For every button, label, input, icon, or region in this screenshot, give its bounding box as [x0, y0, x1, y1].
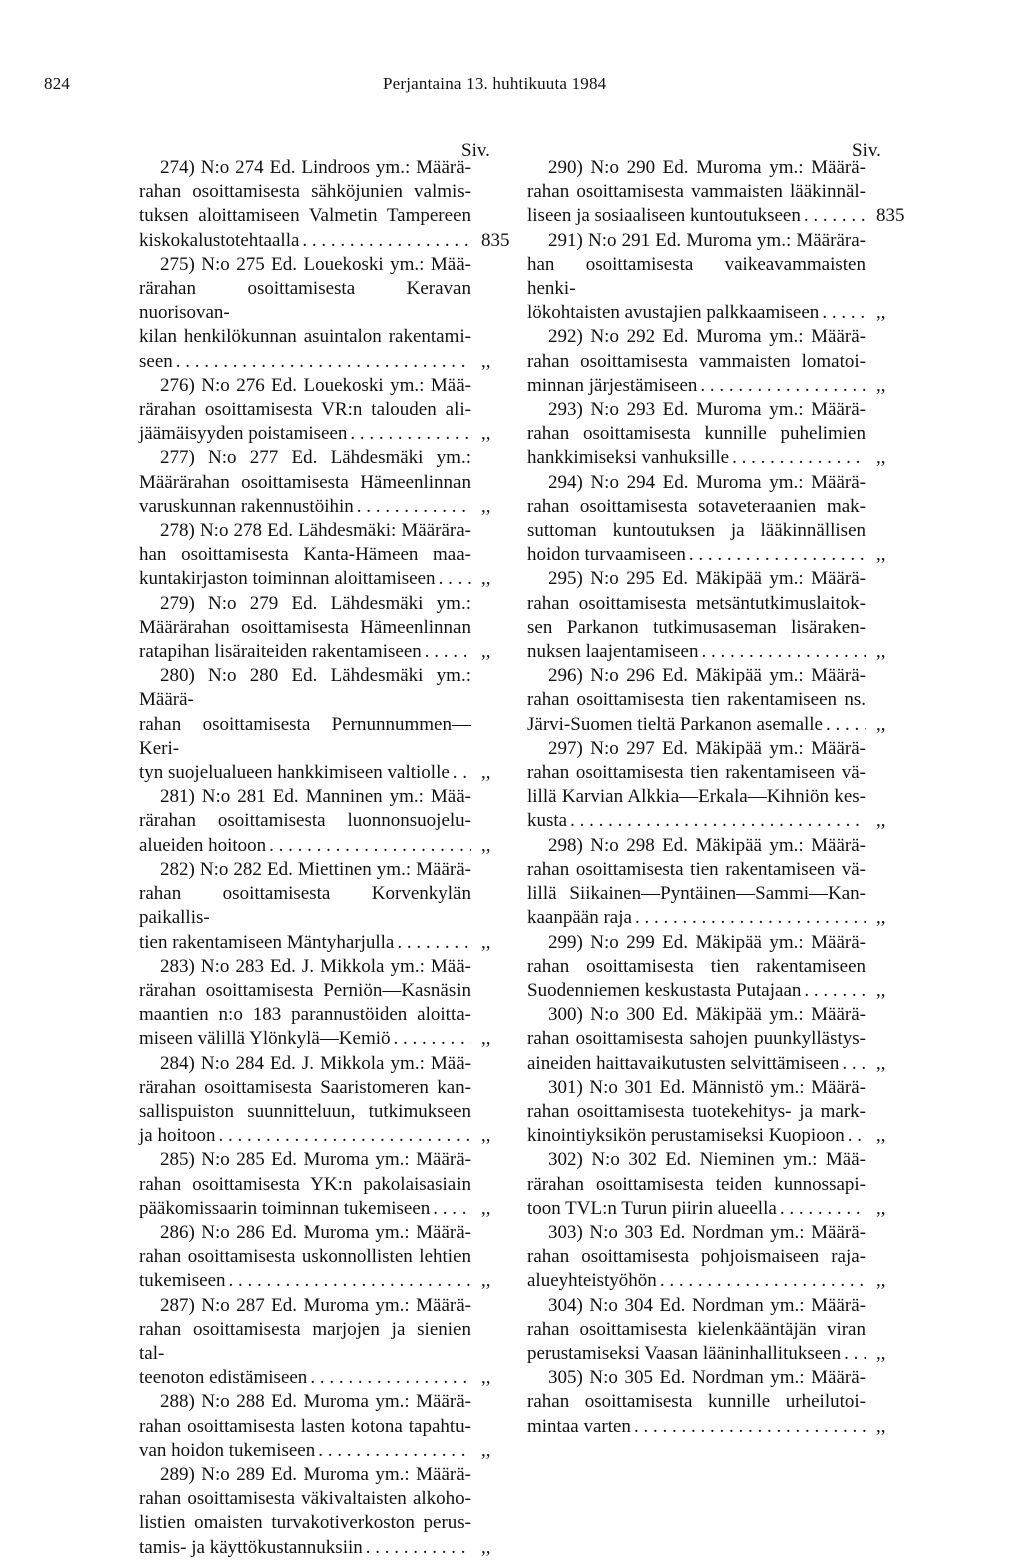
entry-heading-line: 304) N:o 304 Ed. Nordman ym.: Määrä-	[548, 1294, 866, 1316]
page-reference: ,,	[876, 374, 886, 396]
entry-heading-line: 288) N:o 288 Ed. Muroma ym.: Määrä-	[160, 1391, 471, 1413]
page-reference: ,,	[876, 447, 886, 469]
index-entry	[527, 156, 905, 229]
entry-text-line: rahan osoittamisesta tien rakentamiseen	[527, 955, 866, 977]
entry-text-line: listien omaisten turvakotiverkoston perus-	[139, 1512, 471, 1534]
entry-heading-line: 302) N:o 302 Ed. Nieminen ym.: Mää-	[548, 1149, 866, 1171]
dot-leader	[302, 229, 471, 253]
entry-text-line: lillä Siikainen—Pyntäinen—Sammi—Kan-	[527, 883, 866, 905]
entry-heading-line: 298) N:o 298 Ed. Mäkipää ym.: Määrä-	[548, 834, 866, 856]
index-entry	[139, 374, 491, 447]
entry-final-text: toon TVL:n Turun piirin alueella	[527, 1197, 777, 1219]
page-reference: ,,	[876, 1052, 886, 1074]
index-entry	[527, 737, 886, 834]
entry-heading-line: 300) N:o 300 Ed. Mäkipää ym.: Määrä-	[548, 1004, 866, 1026]
index-entry	[139, 1148, 491, 1221]
entry-text-line: rahan osoittamisesta sotaveteraanien mak-	[527, 495, 866, 517]
entry-text-line: rahan osoittamisesta marjojen ja sienien tal-	[139, 1318, 471, 1364]
entry-final-text: teenoton edistämiseen	[139, 1367, 308, 1389]
entry-final-text: mintaa varten	[527, 1415, 631, 1437]
index-entry	[139, 785, 491, 858]
index-entry	[139, 156, 510, 253]
entry-final-text: alueyhteistyöhön	[527, 1270, 657, 1292]
entry-text-line: Määrärahan osoittamisesta Hämeenlinnan	[139, 616, 471, 638]
entry-text-line: rahan osoittamisesta tien rakentamiseen vä-	[527, 762, 866, 784]
dot-leader	[826, 713, 866, 737]
dot-leader	[357, 495, 471, 519]
entry-final-line	[527, 374, 886, 398]
page-reference: ,,	[481, 568, 491, 590]
entry-final-text: minnan järjestämiseen	[527, 374, 698, 396]
page-reference: ,,	[481, 1125, 491, 1147]
entry-text-line: rärahan osoittamisesta VR:n talouden ali-	[139, 399, 471, 421]
entry-text-line: rahan osoittamisesta sahojen puunkyllästys-	[527, 1028, 866, 1050]
entry-text-line: rärahan osoittamisesta Perniön—Kasnäsin	[139, 979, 471, 1001]
entry-final-text: lökohtaisten avustajien palkkaamiseen	[527, 302, 820, 324]
dot-leader	[804, 979, 866, 1003]
dot-leader	[318, 1439, 471, 1463]
entry-heading-line: 293) N:o 293 Ed. Muroma ym.: Määrä-	[548, 399, 866, 421]
entry-text-line: rärahan osoittamisesta Keravan nuorisovan-	[139, 278, 471, 324]
entry-final-text: kuntakirjaston toiminnan aloittamiseen	[139, 568, 436, 590]
dot-leader	[700, 374, 866, 398]
entry-text-line: rahan osoittamisesta kunnille urheilutoi-	[527, 1391, 866, 1413]
entry-final-text: van hoidon tukemiseen	[139, 1439, 316, 1461]
entry-text-line: Määrärahan osoittamisesta Hämeenlinnan	[139, 471, 471, 493]
entry-heading-line: 278) N:o 278 Ed. Lähdesmäki: Määrära-	[160, 520, 471, 542]
entry-heading-line: 285) N:o 285 Ed. Muroma ym.: Määrä-	[160, 1149, 471, 1171]
entry-final-text: kusta	[527, 810, 568, 832]
entry-final-text: hoidon turvaamiseen	[527, 544, 686, 566]
entry-text-line: maantien n:o 183 parannustöiden aloitta-	[139, 1004, 471, 1026]
entry-heading-line: 287) N:o 287 Ed. Muroma ym.: Määrä-	[160, 1294, 471, 1316]
entry-final-line	[527, 301, 886, 325]
entry-text-line: rahan osoittamisesta Pernunnummen—Keri-	[139, 713, 471, 759]
page-reference: ,,	[876, 1415, 886, 1437]
entry-final-text: jäämäisyyden poistamiseen	[139, 423, 348, 445]
dot-leader	[842, 1052, 866, 1076]
page-reference: ,,	[876, 1125, 886, 1147]
dot-leader	[844, 1342, 866, 1366]
dot-leader	[570, 809, 866, 833]
page-reference: ,,	[876, 713, 886, 735]
entry-heading-line: 283) N:o 283 Ed. J. Mikkola ym.: Mää-	[160, 955, 471, 977]
page-reference: ,,	[481, 1367, 491, 1389]
page-number: 824	[44, 74, 71, 93]
dot-leader	[848, 1124, 866, 1148]
page-reference: ,,	[876, 544, 886, 566]
index-entry	[139, 446, 491, 519]
entry-final-text: varuskunnan rakennustöihin	[139, 495, 354, 517]
index-entry	[527, 1221, 886, 1294]
page-reference: ,,	[876, 641, 886, 663]
entry-heading-line: 274) N:o 274 Ed. Lindroos ym.: Määrä-	[160, 157, 471, 178]
page-reference: ,,	[481, 1270, 491, 1292]
dot-leader	[269, 834, 471, 858]
left-column	[139, 156, 510, 1560]
dot-leader	[822, 301, 866, 325]
entry-final-line	[527, 446, 886, 470]
entry-heading-line: 284) N:o 284 Ed. J. Mikkola ym.: Mää-	[160, 1052, 471, 1074]
page-reference: ,,	[876, 979, 886, 1001]
entry-text-line: rärahan osoittamisesta luonnonsuojelu-	[139, 810, 471, 832]
dot-leader	[689, 543, 866, 567]
index-entry	[139, 1221, 491, 1294]
dot-leader	[439, 567, 471, 591]
entry-final-text: tyn suojelualueen hankkimiseen valtiolle	[139, 762, 450, 784]
entry-final-text: ja hoitoon	[139, 1125, 216, 1147]
index-entry	[527, 834, 886, 931]
index-entry	[527, 398, 886, 471]
entry-final-text: kaanpään raja	[527, 907, 632, 929]
entry-text-line: tuksen aloittamiseen Valmetin Tampereen	[139, 205, 471, 227]
entry-text-line: han osoittamisesta vaikeavammaisten henki-	[527, 253, 866, 300]
entry-final-line	[139, 229, 510, 253]
entry-final-line	[527, 1342, 886, 1366]
entry-text-line: rahan osoittamisesta tien rakentamiseen ns.	[527, 689, 866, 711]
entry-final-line	[527, 1052, 886, 1076]
entry-final-text: perustamiseksi Vaasan lääninhallitukseen	[527, 1342, 842, 1364]
dot-leader	[176, 350, 471, 374]
entry-text-line: rärahan osoittamisesta Saaristomeren kan-	[139, 1076, 471, 1098]
index-entry	[139, 955, 491, 1052]
page-reference: ,,	[481, 1028, 491, 1050]
entry-final-text: hankkimiseksi vanhuksille	[527, 447, 730, 469]
page-reference: ,,	[481, 762, 491, 784]
entry-final-text: nuksen laajentamiseen	[527, 641, 699, 663]
page-reference: ,,	[876, 810, 886, 832]
page-reference: ,,	[481, 350, 491, 372]
index-entry	[527, 1076, 886, 1149]
siv-label-right: Siv.	[852, 140, 881, 161]
index-entry	[527, 1294, 886, 1367]
index-entry	[139, 858, 491, 955]
entry-final-line	[139, 761, 491, 785]
index-entry	[139, 664, 491, 785]
entry-heading-line: 305) N:o 305 Ed. Nordman ym.: Määrä-	[548, 1367, 866, 1389]
entry-heading-line: 301) N:o 301 Ed. Männistö ym.: Määrä-	[548, 1076, 866, 1098]
page-reference: ,,	[481, 641, 491, 663]
index-entry	[139, 1294, 491, 1391]
dot-leader	[804, 204, 866, 228]
index-entry	[527, 325, 886, 398]
entry-text-line: han osoittamisesta Kanta-Hämeen maa-	[139, 544, 471, 566]
entry-text-line: sallispuiston suunnitteluun, tutkimukseen	[139, 1100, 471, 1122]
index-entry	[139, 519, 491, 592]
entry-final-line	[139, 495, 491, 519]
entry-final-text: Suodenniemen keskustasta Putajaan	[527, 979, 802, 1001]
entry-heading-line: 299) N:o 299 Ed. Mäkipää ym.: Määrä-	[548, 931, 866, 953]
entry-text-line: rahan osoittamisesta kunnille puhelimien	[527, 423, 866, 445]
entry-text-line: sen Parkanon tutkimusaseman lisäraken-	[527, 616, 866, 638]
dot-leader	[229, 1269, 471, 1293]
entry-final-line	[139, 422, 491, 446]
index-entry	[139, 1390, 491, 1463]
entry-heading-line: 286) N:o 286 Ed. Muroma ym.: Määrä-	[160, 1221, 471, 1243]
dot-leader	[350, 422, 471, 446]
entry-final-text: kiskokalustotehtaalla	[139, 229, 300, 251]
entry-final-line	[139, 1197, 491, 1221]
dot-leader	[780, 1197, 866, 1221]
index-entry	[527, 229, 886, 326]
entry-heading-line: 296) N:o 296 Ed. Mäkipää ym.: Määrä-	[548, 665, 866, 687]
entry-text-line: rahan osoittamisesta tuotekehitys- ja mark-	[527, 1100, 866, 1122]
entry-text-line: kilan henkilökunnan asuintalon rakentami-	[139, 326, 471, 348]
page-reference: ,,	[481, 1439, 491, 1461]
page-header-title: Perjantaina 13. huhtikuuta 1984	[383, 74, 607, 93]
entry-final-line	[527, 1124, 886, 1148]
entry-text-line: rahan osoittamisesta uskonnollisten lehtien	[139, 1246, 471, 1268]
entry-text-line: rahan osoittamisesta väkivaltaisten alkoho-	[139, 1488, 471, 1510]
entry-heading-line: 292) N:o 292 Ed. Muroma ym.: Määrä-	[548, 326, 866, 348]
entry-final-line	[139, 1536, 491, 1560]
entry-final-line	[527, 906, 886, 930]
entry-final-line	[527, 979, 886, 1003]
entry-text-line: rahan osoittamisesta vammaisten lomatoi-	[527, 350, 866, 372]
entry-final-line	[139, 1439, 491, 1463]
dot-leader	[425, 640, 471, 664]
entry-heading-line: 289) N:o 289 Ed. Muroma ym.: Määrä-	[160, 1463, 471, 1485]
page-reference: 835	[481, 229, 510, 251]
page-reference: ,,	[876, 1270, 886, 1292]
entry-heading-line: 276) N:o 276 Ed. Louekoski ym.: Mää-	[160, 374, 471, 396]
entry-final-line	[527, 809, 886, 833]
entry-final-line	[527, 543, 886, 567]
entry-final-text: tien rakentamiseen Mäntyharjulla	[139, 931, 395, 953]
entry-final-line	[139, 1124, 491, 1148]
entry-heading-line: 303) N:o 303 Ed. Nordman ym.: Määrä-	[548, 1221, 866, 1243]
entry-final-text: tamis- ja käyttökustannuksiin	[139, 1536, 363, 1558]
entry-text-line: rahan osoittamisesta kielenkääntäjän viran	[527, 1318, 866, 1340]
dot-leader	[701, 640, 866, 664]
entry-final-line	[527, 204, 905, 228]
entry-text-line: rahan osoittamisesta sähköjunien valmis-	[139, 181, 471, 203]
page-reference: ,,	[481, 495, 491, 517]
dot-leader	[660, 1269, 866, 1293]
entry-final-text: alueiden hoitoon	[139, 834, 267, 856]
index-entry	[527, 567, 886, 664]
index-entry	[139, 1463, 491, 1560]
entry-final-text: pääkomissaarin toiminnan tukemiseen	[139, 1197, 431, 1219]
page-reference: ,,	[481, 834, 491, 856]
entry-heading-line: 290) N:o 290 Ed. Muroma ym.: Määrä-	[548, 157, 866, 178]
entry-final-text: aineiden haittavaikutusten selvittämiseen	[527, 1052, 840, 1074]
dot-leader	[397, 931, 471, 955]
entry-final-line	[527, 1415, 886, 1439]
dot-leader	[433, 1197, 471, 1221]
page-reference: ,,	[481, 931, 491, 953]
entry-final-text: seen	[139, 350, 173, 372]
entry-text-line: rahan osoittamisesta Korvenkylän paikallis-	[139, 883, 471, 929]
entry-text-line: rahan osoittamisesta tien rakentamiseen vä-	[527, 858, 866, 880]
page-reference: ,,	[876, 907, 886, 929]
entry-text-line: lillä Karvian Alkkia—Erkala—Kihniön kes-	[527, 786, 866, 808]
entry-final-line	[139, 1027, 491, 1051]
index-entry	[527, 471, 886, 568]
entry-final-text: Järvi-Suomen tieltä Parkanon asemalle	[527, 713, 823, 735]
dot-leader	[635, 906, 866, 930]
entry-heading-line: 291) N:o 291 Ed. Muroma ym.: Määrära-	[548, 229, 866, 251]
entry-heading-line: 294) N:o 294 Ed. Muroma ym.: Määrä-	[548, 471, 866, 493]
right-column	[527, 156, 905, 1439]
entry-final-text: ratapihan lisäraiteiden rakentamiseen	[139, 641, 422, 663]
entry-text-line: rahan osoittamisesta pohjoismaiseen raja-	[527, 1246, 866, 1268]
dot-leader	[366, 1536, 471, 1560]
entry-final-line	[139, 931, 491, 955]
entry-text-line: rahan osoittamisesta YK:n pakolaisasiain	[139, 1173, 471, 1195]
entry-final-line	[527, 1197, 886, 1221]
entry-text-line: rahan osoittamisesta metsäntutkimuslaitok-	[527, 592, 866, 614]
dot-leader	[453, 761, 471, 785]
entry-heading-line: 280) N:o 280 Ed. Lähdesmäki ym.: Määrä-	[139, 665, 471, 711]
index-entry	[527, 664, 886, 737]
entry-final-text: tukemiseen	[139, 1270, 226, 1292]
page-reference: ,,	[876, 302, 886, 324]
dot-leader	[219, 1124, 471, 1148]
entry-heading-line: 275) N:o 275 Ed. Louekoski ym.: Mää-	[160, 253, 471, 275]
entry-final-line	[527, 713, 886, 737]
entry-heading-line: 282) N:o 282 Ed. Miettinen ym.: Määrä-	[160, 858, 471, 880]
entry-final-line	[139, 350, 491, 374]
entry-heading-line: 277) N:o 277 Ed. Lähdesmäki ym.:	[160, 447, 471, 469]
entry-final-text: liseen ja sosiaaliseen kuntoutukseen	[527, 205, 801, 227]
entry-final-line	[139, 834, 491, 858]
page-reference: ,,	[876, 1197, 886, 1219]
index-entry	[139, 592, 491, 665]
entry-final-text: miseen välillä Ylönkylä—Kemiö	[139, 1028, 391, 1050]
page-reference: ,,	[481, 1197, 491, 1219]
entry-final-text: kinointiyksikön perustamiseksi Kuopioon	[527, 1125, 845, 1147]
dot-leader	[310, 1366, 471, 1390]
entry-final-line	[527, 640, 886, 664]
dot-leader	[732, 446, 866, 470]
entry-text-line: rahan osoittamisesta lasten kotona tapahtu-	[139, 1415, 471, 1437]
entry-final-line	[139, 1366, 491, 1390]
entry-heading-line: 297) N:o 297 Ed. Mäkipää ym.: Määrä-	[548, 737, 866, 759]
entry-final-line	[527, 1269, 886, 1293]
index-entry	[527, 1003, 886, 1076]
entry-heading-line: 281) N:o 281 Ed. Manninen ym.: Mää-	[160, 786, 471, 808]
dot-leader	[634, 1415, 866, 1439]
entry-final-line	[139, 1269, 491, 1293]
index-entry	[527, 1148, 886, 1221]
index-entry	[139, 1052, 491, 1149]
index-entry	[527, 931, 886, 1004]
entry-heading-line: 295) N:o 295 Ed. Mäkipää ym.: Määrä-	[548, 568, 866, 590]
siv-label-left: Siv.	[461, 140, 490, 161]
page-reference: 835	[876, 205, 905, 227]
index-entry	[139, 253, 491, 374]
entry-text-line: rärahan osoittamisesta teiden kunnossapi-	[527, 1173, 866, 1195]
dot-leader	[394, 1027, 471, 1051]
entry-final-line	[139, 567, 491, 591]
index-entry	[527, 1366, 886, 1439]
page-reference: ,,	[481, 1536, 491, 1558]
entry-heading-line: 279) N:o 279 Ed. Lähdesmäki ym.:	[160, 592, 471, 614]
entry-final-line	[139, 640, 491, 664]
page-reference: ,,	[481, 423, 491, 445]
entry-text-line: suttoman kuntoutuksen ja lääkinnällisen	[527, 520, 866, 542]
page-reference: ,,	[876, 1342, 886, 1364]
entry-text-line: rahan osoittamisesta vammaisten lääkinnäl-	[527, 181, 866, 203]
